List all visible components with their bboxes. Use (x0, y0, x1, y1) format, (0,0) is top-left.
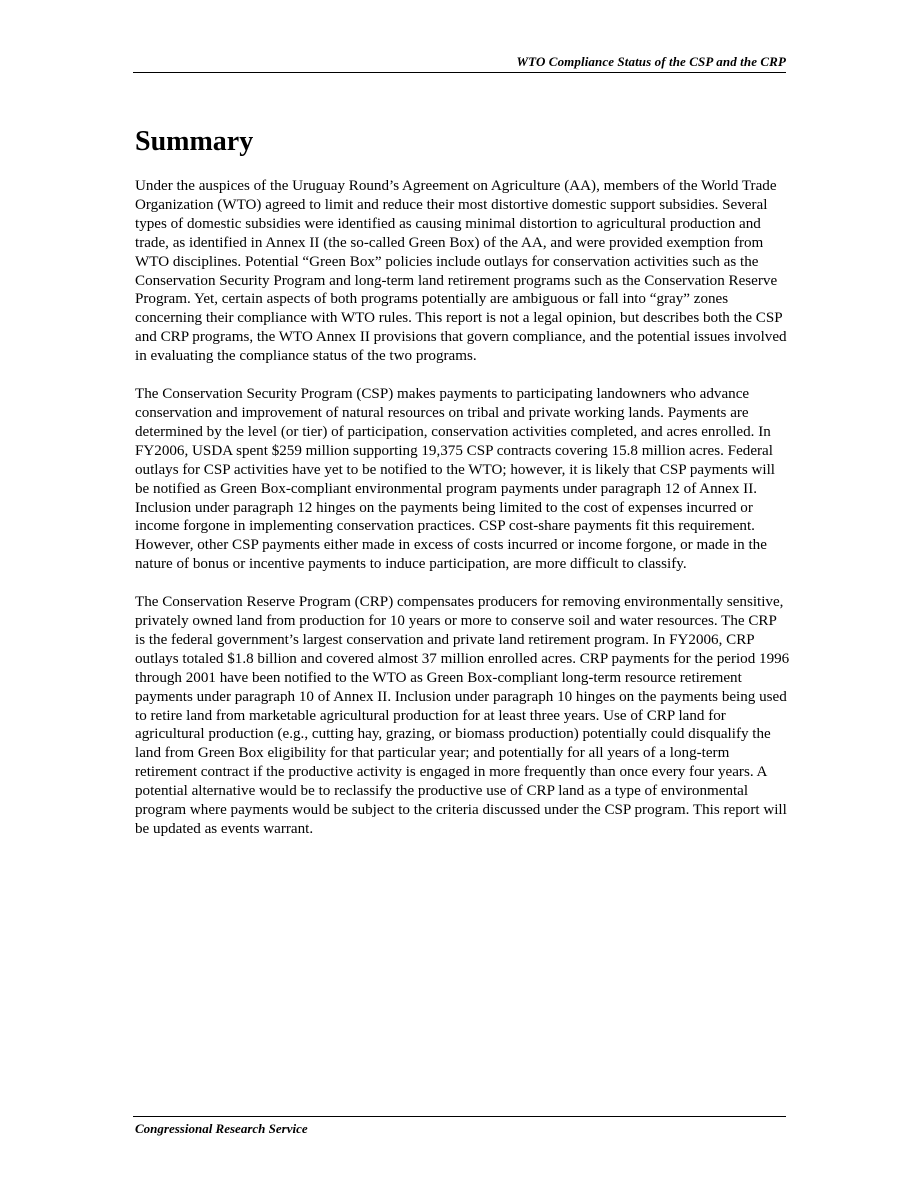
section-heading: Summary (135, 126, 254, 157)
paragraph-crp: The Conservation Reserve Program (CRP) compensates producers for removing environmentally sensitive, privately owned land from production for 10 years or more to conserve soil and water resources. The CRP is the federal government’s largest conservation and private land retirement program. In FY2006, CRP outlays totaled $1.8 billion and covered almost 37 million enrolled acres. CRP payments for the period 1996 through 2001 have been notified to the WTO as Green Box-compliant long-term resource retirement payments under paragraph 10 of Annex II. Inclusion under paragraph 10 hinges on the payments being used to retire land from marketable agricultural production for at least three years. Use of CRP land for agricultural production (e.g., cutting hay, grazing, or biomass production) potentially could disqualify the land from Green Box eligibility for that particular year; and potentially for all years of a long-term retirement contract if the productive activity is engaged in more frequently than once every four years. A potential alternative would be to reclassify the productive use of CRP land as a type of environmental program where payments would be subject to the criteria discussed under the CSP program. This report will be updated as events warrant. (135, 594, 790, 837)
footer-rule (133, 1116, 786, 1117)
summary-body (135, 177, 790, 858)
paragraph-overview: Under the auspices of the Uruguay Round’s Agreement on Agriculture (AA), members of the World Trade Organization (WTO) agreed to limit and reduce their most distortive domestic support subsidies. Several types of domestic subsidies were identified as causing minimal distortion to agricultural production and trade, as identified in Annex II (the so-called Green Box) of the AA, and were provided exemption from WTO disciplines. Potential “Green Box” policies include outlays for conservation activities such as the Conservation Security Program and long-term land retirement programs such as the Conservation Reserve Program. Yet, certain aspects of both programs potentially are ambiguous or fall into “gray” zones concerning their compliance with WTO rules. This report is not a legal opinion, but describes both the CSP and CRP programs, the WTO Annex II provisions that govern compliance, and the potential issues involved in evaluating the compliance status of the two programs. (135, 178, 787, 365)
running-footer: Congressional Research Service (135, 1121, 308, 1136)
running-header: WTO Compliance Status of the CSP and the CRP (516, 54, 786, 69)
paragraph-csp: The Conservation Security Program (CSP) makes payments to participating landowners who advance conservation and improvement of natural resources on tribal and private working lands. Payments are determined by the level (or tier) of participation, conservation activities completed, and acres enrolled. In FY2006, USDA spent $259 million supporting 19,375 CSP contracts covering 15.8 million acres. Federal outlays for CSP activities have yet to be notified to the WTO; however, it is likely that CSP payments will be notified as Green Box-compliant environmental program payments under paragraph 12 of Annex II. Inclusion under paragraph 12 hinges on the payments being limited to the cost of expenses incurred or income forgone in implementing conservation practices. CSP cost-share payments fit this requirement. However, other CSP payments either made in excess of costs incurred or income forgone, or made in the nature of bonus or incentive payments to induce participation, are more difficult to classify. (135, 386, 775, 573)
header-rule (133, 72, 786, 73)
